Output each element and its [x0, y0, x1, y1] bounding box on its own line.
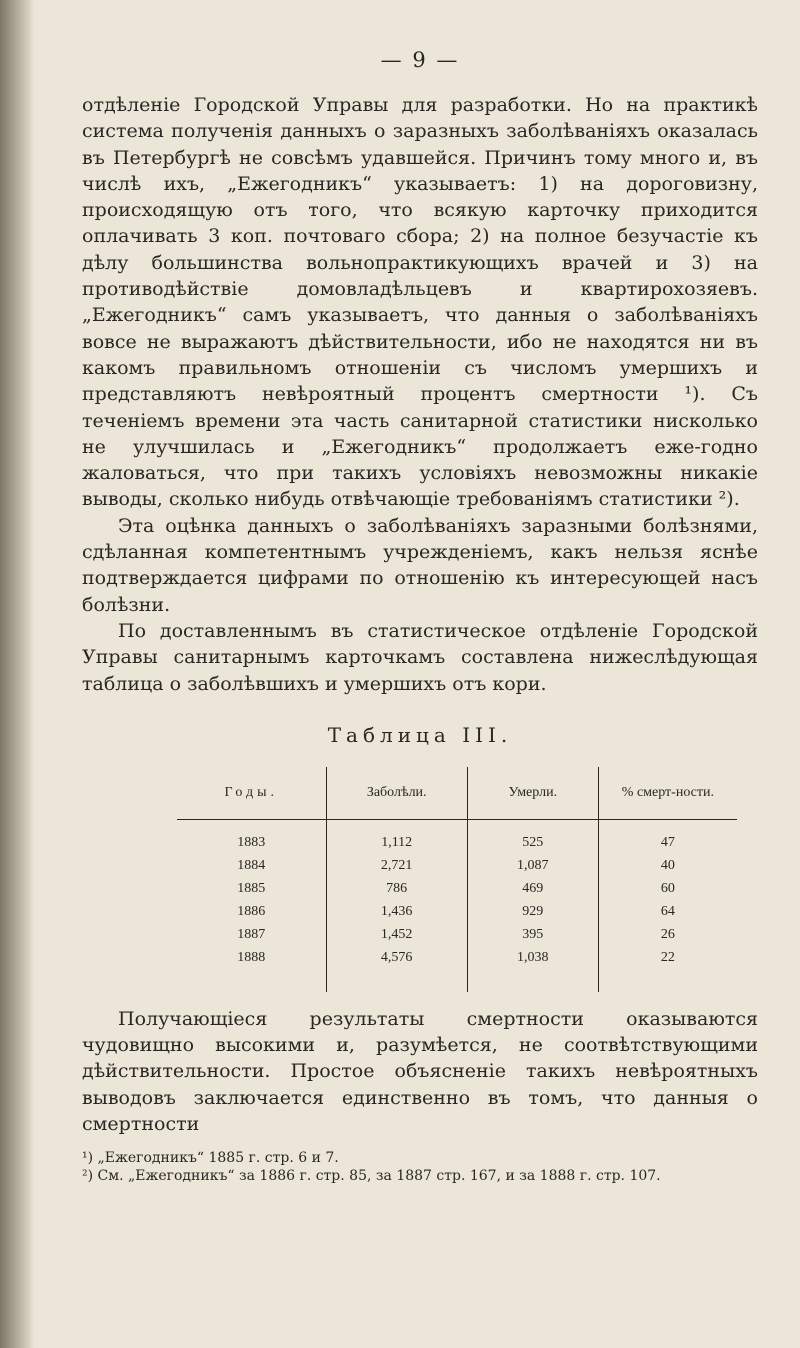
header-died: Умерли.: [467, 767, 598, 820]
cell-year: 1883: [237, 835, 266, 851]
footnotes: [82, 1149, 758, 1185]
header-mortality-percent: % смерт-ности.: [598, 767, 737, 820]
cell-year: 1884: [237, 858, 266, 874]
cell-mortality: 26: [598, 924, 737, 947]
paragraph-3: По доставленнымъ въ статистическое отдѣленіе Городской Управы санитарнымъ карточкамъ составлена нижеслѣдующая таблица о заболѣвшихъ и умершихъ отъ кори.: [82, 619, 758, 695]
table-row: [177, 924, 737, 947]
document-page: [82, 48, 758, 1185]
cell-mortality: 47: [598, 819, 737, 855]
cell-died: 1,087: [467, 855, 598, 878]
cell-fell-ill: 1,112: [326, 819, 467, 855]
header-years: Годы.: [177, 767, 326, 820]
cell-fell-ill: 1,436: [326, 901, 467, 924]
cell-mortality: 22: [598, 947, 737, 992]
cell-died: 395: [467, 924, 598, 947]
table-row: [177, 901, 737, 924]
table-row: [177, 819, 737, 855]
cell-fell-ill: 1,452: [326, 924, 467, 947]
footnote-2: ²) См. „Ежегодникъ“ за 1886 г. стр. 85, за 1887 стр. 167, и за 1888 г. стр. 107.: [82, 1168, 661, 1185]
table-row: [177, 878, 737, 901]
cell-fell-ill: 786: [326, 878, 467, 901]
cell-fell-ill: 4,576: [326, 947, 467, 992]
cell-year: 1886: [237, 904, 266, 920]
cell-fell-ill: 2,721: [326, 855, 467, 878]
cell-mortality: 40: [598, 855, 737, 878]
paragraph-2: Эта оцѣнка данныхъ о заболѣваніяхъ заразными болѣзнями, сдѣланная компетентнымъ учрежденіемъ, какъ нельзя яснѣе подтверждается цифрами по отношенію къ интересующей насъ болѣзни.: [82, 514, 758, 616]
cell-died: 1,038: [467, 947, 598, 992]
cell-died: 469: [467, 878, 598, 901]
book-spine-shadow: [0, 0, 34, 1348]
table-title: Таблица III.: [327, 722, 513, 747]
footnote-1: ¹) „Ежегодникъ“ 1885 г. стр. 6 и 7.: [82, 1150, 339, 1167]
paragraph-4: Получающіеся результаты смертности оказываются чудовищно высокими и, разумѣется, не соотвѣтствующими дѣйствительности. Простое объясненіе такихъ невѣроятныхъ выводовъ заключается единственно въ томъ, что данныя о смертности: [82, 1007, 758, 1136]
table-header-row: [177, 767, 737, 820]
cell-died: 525: [467, 819, 598, 855]
cell-died: 929: [467, 901, 598, 924]
cell-year: 1887: [237, 927, 266, 943]
measles-table: [177, 767, 737, 992]
table-row: [177, 855, 737, 878]
page-number: — 9 —: [380, 48, 460, 72]
cell-mortality: 64: [598, 901, 737, 924]
header-fell-ill: Заболѣли.: [326, 767, 467, 820]
paragraph-1: отдѣленіе Городской Управы для разработки. Но на практикѣ система полученія данныхъ о заразныхъ заболѣваніяхъ оказалась въ Петербургѣ не совсѣмъ удавшейся. Причинъ тому много и, въ числѣ ихъ, „Ежегодникъ“ указываетъ: 1) на дороговизну, происходящую отъ того, что всякую карточку приходится оплачивать 3 коп. почтоваго сбора; 2) на полное безучастіе къ дѣлу большинства вольнопрактикующихъ врачей и 3) на противодѣйствіе домовладѣльцевъ и квартирохозяевъ. „Ежегодникъ“ самъ указываетъ, что данныя о заболѣваніяхъ вовсе не выражаютъ дѣйствительности, ибо не находятся ни въ какомъ правильномъ отношеніи съ числомъ умершихъ и представляютъ невѣроятный процентъ смертности ¹). Съ теченіемъ времени эта часть санитарной статистики нисколько не улучшилась и „Ежегодникъ“ продолжаетъ еже-годно жаловаться, что при такихъ условіяхъ невозможны никакіе выводы, сколько нибудь отвѣчающіе требованіямъ статистики ²).: [82, 94, 758, 511]
cell-year: 1888: [237, 950, 266, 966]
cell-year: 1885: [237, 881, 266, 897]
cell-mortality: 60: [598, 878, 737, 901]
table-row: [177, 947, 737, 992]
